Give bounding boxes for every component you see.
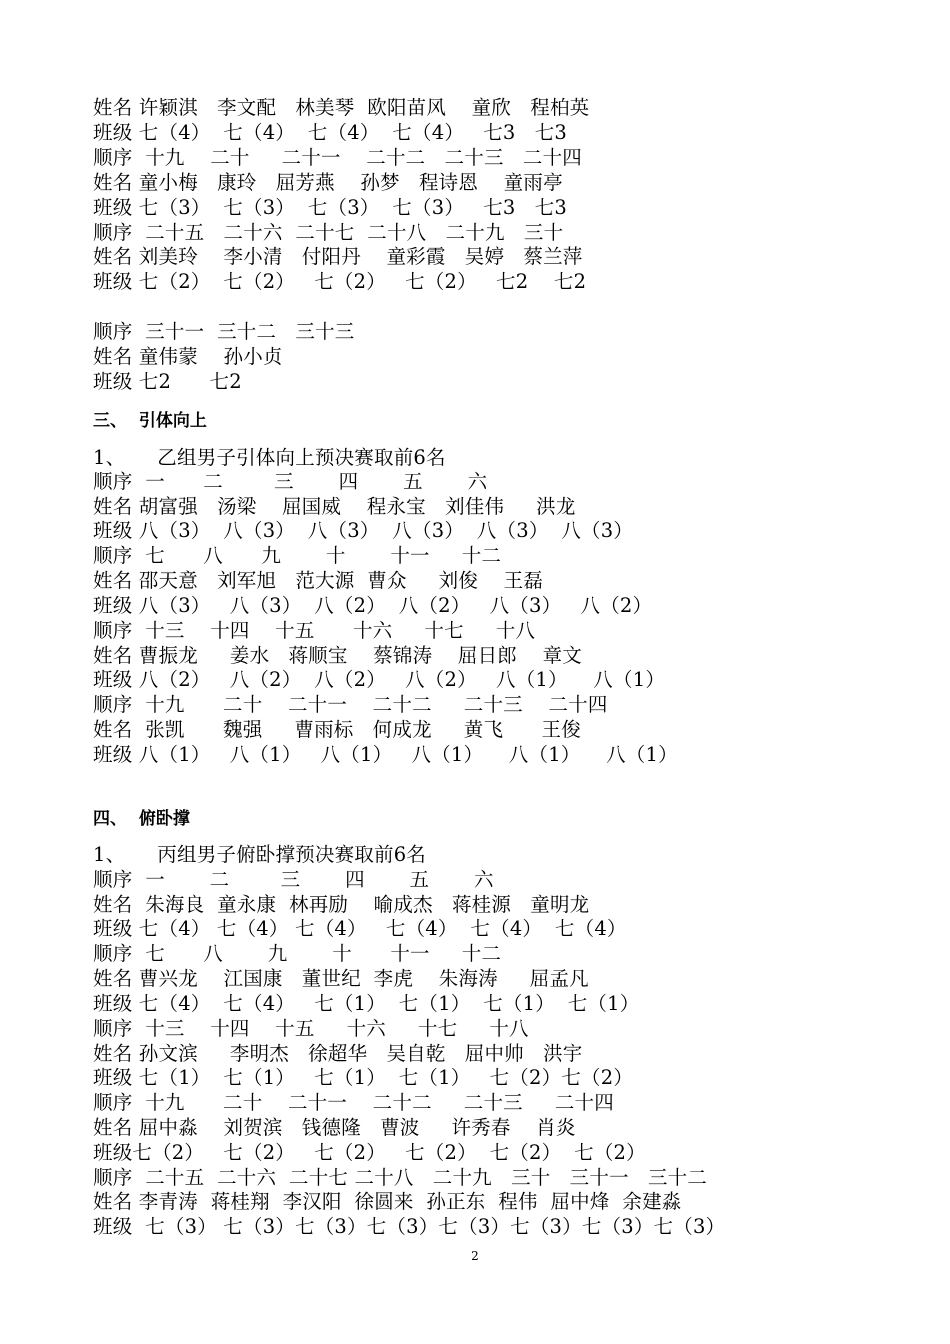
section3-line-11: 姓名 张凯 魏强 曹雨标 何成龙 黄飞 王俊 [93, 718, 581, 741]
section4-line-9: 班级 七（1） 七（1） 七（1） 七（1） 七（2）七（2） [93, 1066, 634, 1089]
section4-line-3: 班级 七（4） 七（4） 七（4） 七（4） 七（4） 七（4） [93, 917, 627, 940]
top-line-3: 姓名 童小梅 康玲 屈芳燕 孙梦 程诗恩 童雨亭 [93, 171, 563, 194]
section4-line-13: 顺序 二十五 二十六 二十七 二十八 二十九 三十 三十一 三十二 [93, 1166, 708, 1189]
section4-line-11: 姓名 屈中淼 刘贺滨 钱德隆 曹波 许秀春 肖炎 [93, 1116, 576, 1139]
section4-line-0: 1、 丙组男子俯卧撑预决赛取前6名 [93, 843, 427, 866]
section3-line-7: 顺序 十三 十四 十五 十六 十七 十八 [93, 619, 536, 642]
top-line-0: 姓名 许颖淇 李文配 林美琴 欧阳苗风 童欣 程柏英 [93, 96, 590, 119]
section4-line-2: 姓名 朱海良 童永康 林再励 喻成杰 蒋桂源 童明龙 [93, 893, 590, 916]
top-line-10: 姓名 童伟蒙 孙小贞 [93, 345, 283, 368]
section4-line-15: 班级 七（3） 七（3）七（3）七（3）七（3）七（3）七（3）七（3） [93, 1215, 726, 1238]
section4-heading: 四、 俯卧撑 [93, 809, 190, 829]
section4-line-4: 顺序 七 八 九 十 十一 十二 [93, 942, 502, 965]
page-number: 2 [471, 1249, 479, 1263]
section3-line-1: 顺序 一 二 三 四 五 六 [93, 470, 488, 493]
top-line-4: 班级 七（3） 七（3） 七（3） 七（3） 七3 七3 [93, 196, 568, 219]
section3-heading: 三、 引体向上 [93, 411, 207, 431]
section3-line-12: 班级 八（1） 八（1） 八（1） 八（1） 八（1） 八（1） [93, 743, 678, 766]
section3-line-10: 顺序 十九 二十 二十一 二十二 二十三 二十四 [93, 693, 608, 716]
section3-line-6: 班级 八（3） 八（3） 八（2） 八（2） 八（3） 八（2） [93, 594, 653, 617]
section4-line-7: 顺序 十三 十四 十五 十六 十七 十八 [93, 1017, 529, 1040]
section3-line-0: 1、 乙组男子引体向上预决赛取前6名 [93, 446, 446, 469]
top-line-7: 班级 七（2） 七（2） 七（2） 七（2） 七2 七2 [93, 270, 587, 293]
section3-line-2: 姓名 胡富强 汤梁 屈国威 程永宝 刘佳伟 洪龙 [93, 495, 576, 518]
section3-line-4: 顺序 七 八 九 十 十一 十二 [93, 544, 502, 567]
section4-line-6: 班级 七（4） 七（4） 七（1） 七（1） 七（1） 七（1） [93, 992, 640, 1015]
top-line-11: 班级 七2 七2 [93, 370, 242, 393]
section3-line-8: 姓名 曹振龙 姜水 蒋顺宝 蔡锦涛 屈日郎 章文 [93, 644, 582, 667]
top-line-2: 顺序 十九 二十 二十一 二十二 二十三 二十四 [93, 146, 582, 169]
section3-line-5: 姓名 邵天意 刘军旭 范大源 曹众 刘俊 王磊 [93, 569, 544, 592]
section3-line-3: 班级 八（3） 八（3） 八（3） 八（3） 八（3） 八（3） [93, 519, 634, 542]
section4-line-8: 姓名 孙文滨 李明杰 徐超华 吴自乾 屈中帅 洪宇 [93, 1042, 583, 1065]
section4-line-14: 姓名 李青涛 蒋桂翔 李汉阳 徐圆来 孙正东 程伟 屈中烽 余建淼 [93, 1190, 682, 1213]
section4-line-12: 班级七（2） 七（2） 七（2） 七（2） 七（2） 七（2） [93, 1141, 646, 1164]
section4-line-5: 姓名 曹兴龙 江国康 董世纪 李虎 朱海涛 屈孟凡 [93, 967, 589, 990]
top-line-9: 顺序 三十一 三十二 三十三 [93, 320, 355, 343]
section4-line-1: 顺序 一 二 三 四 五 六 [93, 868, 494, 891]
top-line-5: 顺序 二十五 二十六 二十七 二十八 二十九 三十 [93, 221, 564, 244]
top-line-1: 班级 七（4） 七（4） 七（4） 七（4） 七3 七3 [93, 121, 568, 144]
section4-line-10: 顺序 十九 二十 二十一 二十二 二十三 二十四 [93, 1091, 614, 1114]
top-line-6: 姓名 刘美玲 李小清 付阳丹 童彩霞 吴婷 蔡兰萍 [93, 245, 583, 268]
section3-line-9: 班级 八（2） 八（2） 八（2） 八（2） 八（1） 八（1） [93, 668, 666, 691]
